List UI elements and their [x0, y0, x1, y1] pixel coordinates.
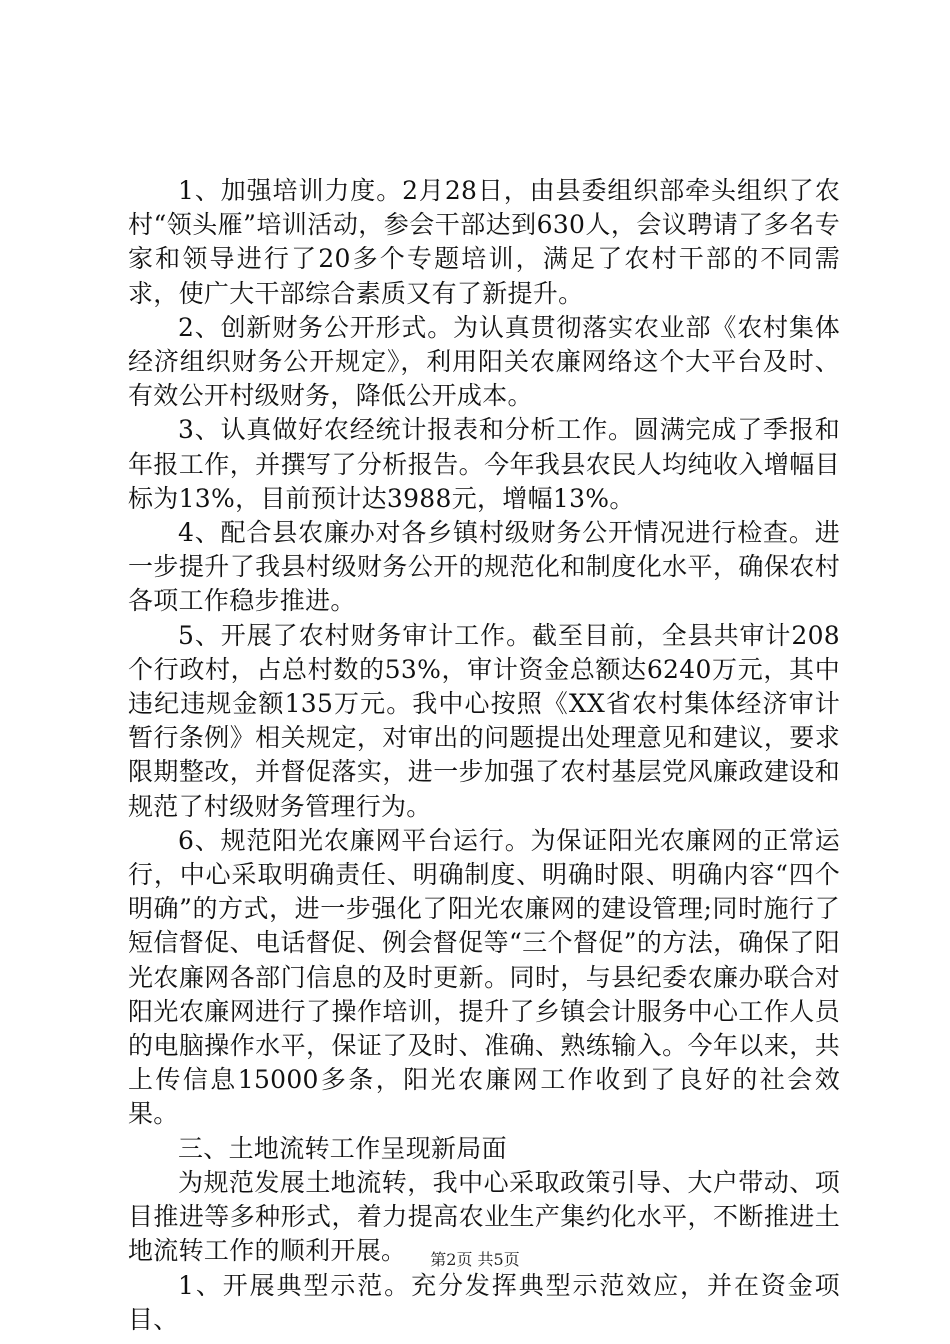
page-footer: 第2页 共5页 — [430, 1250, 520, 1269]
paragraph-statistics: 3、认真做好农经统计报表和分析工作。圆满完成了季报和年报工作，并撰写了分析报告。今年我县农民人均纯收入增幅目标为13%，目前预计达3988元，增幅13%。 — [128, 415, 840, 513]
document-body — [128, 174, 840, 1337]
paragraph-audit: 5、开展了农村财务审计工作。截至目前，全县共审计208个行政村，占总村数的53%，审计资金总额达6240万元，其中违纪违规金额135万元。我中心按照《XX省农村集体经济审计暂行条例》相关规定，对审出的问题提出处理意见和建议，要求限期整改，并督促落实，进一步加强了农村基层党风廉政建设和规范了村级财务管理行为。 — [128, 620, 840, 821]
paragraph-demonstration: 1、开展典型示范。充分发挥典型示范效应，并在资金项目、 — [128, 1270, 840, 1334]
paragraph-platform: 6、规范阳光农廉网平台运行。为保证阳光农廉网的正常运行，中心采取明确责任、明确制度、明确时限、明确内容“四个明确”的方式，进一步强化了阳光农廉网的建设管理;同时施行了短信督促、电话督促、例会督促等“三个督促”的方法，确保了阳光农廉网各部门信息的及时更新。同时，与县纪委农廉办联合对阳光农廉网进行了操作培训，提升了乡镇会计服务中心工作人员的电脑操作水平，保证了及时、准确、熟练输入。今年以来，共上传信息15000多条，阳光农廉网工作收到了良好的社会效果。 — [128, 825, 840, 1129]
paragraph-inspection: 4、配合县农廉办对各乡镇村级财务公开情况进行检查。进一步提升了我县村级财务公开的规范化和制度化水平，确保农村各项工作稳步推进。 — [128, 518, 840, 616]
section-heading: 三、土地流转工作呈现新局面 — [178, 1133, 507, 1163]
paragraph-training: 1、加强培训力度。2月28日，由县委组织部牵头组织了农村“领头雁”培训活动，参会干部达到630人，会议聘请了多名专家和领导进行了20多个专题培训，满足了农村干部的不同需求，使广大干部综合素质又有了新提升。 — [128, 176, 840, 308]
paragraph-land-transfer: 为规范发展土地流转，我中心采取政策引导、大户带动、项目推进等多种形式，着力提高农业生产集约化水平，不断推进土地流转工作的顺利开展。 — [128, 1167, 840, 1266]
paragraph-finance-disclosure: 2、创新财务公开形式。为认真贯彻落实农业部《农村集体经济组织财务公开规定》，利用阳关农廉网络这个大平台及时、有效公开村级财务，降低公开成本。 — [128, 312, 840, 411]
